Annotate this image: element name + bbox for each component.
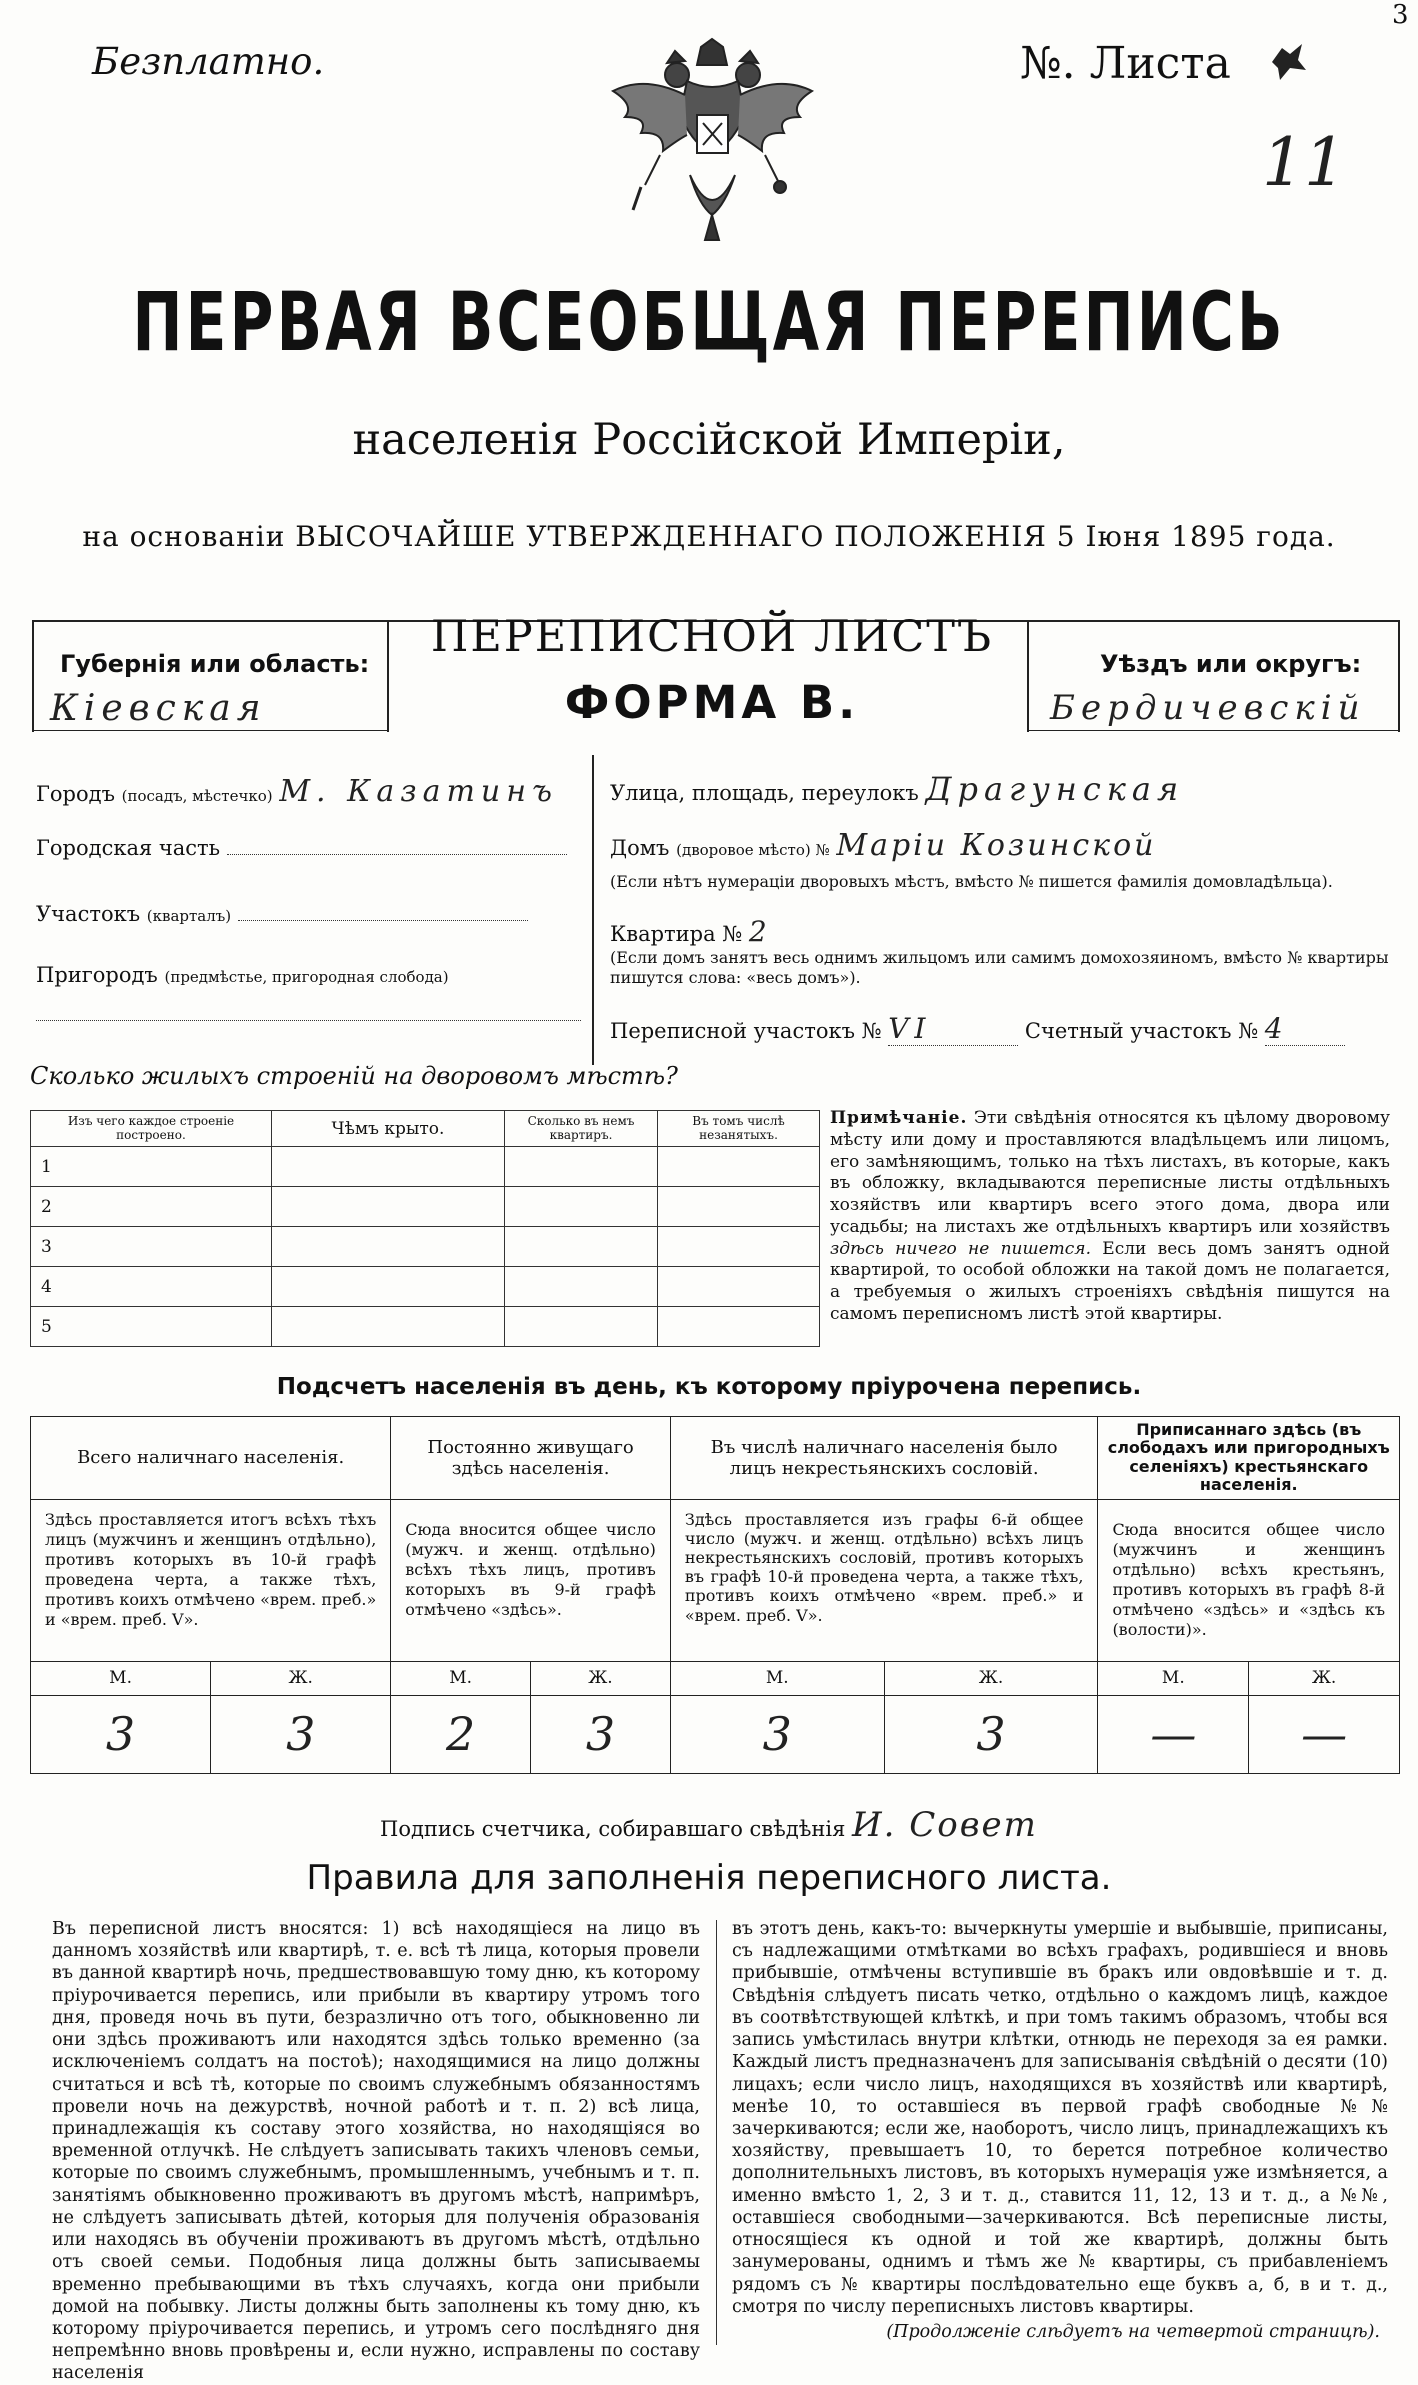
table-cell[interactable] [272, 1267, 505, 1307]
count-body-row [31, 1499, 1400, 1661]
table-cell[interactable] [658, 1187, 820, 1227]
present-female-count[interactable]: 3 [211, 1695, 391, 1773]
province-value: Кіевская [50, 688, 267, 729]
table-row [31, 1187, 820, 1227]
count-values-row [31, 1695, 1400, 1773]
row-number: 4 [31, 1267, 272, 1307]
suburb-blank [36, 1020, 581, 1021]
precinct-blank [238, 920, 528, 921]
sheet-number-label: №. Листа [1020, 38, 1231, 89]
note-title: Примѣчаніе. [830, 1108, 968, 1128]
suburb-sublabel: (предмѣстье, пригородная слобода) [164, 968, 449, 986]
double-headed-eagle-emblem [605, 35, 820, 247]
male-label: М. [391, 1661, 531, 1695]
table-row [31, 1147, 820, 1187]
signature-field [380, 1805, 1038, 1845]
precinct-field [36, 902, 581, 926]
peasant-male-count[interactable]: — [1098, 1695, 1249, 1773]
province-label: Губернія или область: [60, 650, 370, 678]
note-text-before: Эти свѣдѣнія относятся къ цѣлому дворовому мѣсту или дому и проставляются владѣльцемъ или лицомъ, его замѣняющимъ, только на тѣхъ листахъ, въ которые, какъ въ обложку, вкладываются переписные листы отдѣльныхъ хозяйствъ или квартиръ всего этого дома, двора или усадьбы; на листахъ же отдѣльныхъ квартиръ или хозяйствъ [830, 1108, 1391, 1237]
note-text-after: Если весь домъ занятъ одной квартирой, то особой обложки на такой домъ не полагается, а требуемыя о жилыхъ строеніяхъ свѣдѣнія пишутся на самомъ переписномъ листѣ этой квартиры. [830, 1238, 1391, 1324]
main-subtitle: населенія Россійской Имперіи, [352, 415, 1066, 465]
table-cell[interactable] [658, 1307, 820, 1347]
city-part-blank [227, 854, 567, 855]
precinct-sublabel: (кварталъ) [146, 907, 232, 925]
male-label: М. [31, 1661, 211, 1695]
town-label: Городъ [36, 782, 115, 806]
table-cell[interactable] [505, 1147, 658, 1187]
address-divider [592, 755, 594, 1065]
table-cell[interactable] [505, 1307, 658, 1347]
row-number: 2 [31, 1187, 272, 1227]
street-value: Драгунская [925, 770, 1185, 808]
free-label: Безплатно. [92, 40, 325, 83]
rules-title: Правила для заполненія переписного листа. [306, 1858, 1112, 1898]
count-district-value: 4 [1265, 1012, 1345, 1046]
district-label: Уѣздъ или округъ: [1100, 650, 1362, 678]
female-label: Ж. [531, 1661, 671, 1695]
table-cell[interactable] [658, 1227, 820, 1267]
town-value: М. Казатинъ [279, 774, 558, 809]
house-note: (Если нѣтъ нумераціи дворовыхъ мѣстъ, вмѣсто № пишется фамилія домовладѣльца). [610, 872, 1333, 891]
district-value: Бердичевскій [1050, 688, 1366, 728]
census-sheet-title: ПЕРЕПИСНОЙ ЛИСТЪ [430, 612, 994, 662]
nonpeasant-female-count[interactable]: 3 [884, 1695, 1098, 1773]
table-cell[interactable] [272, 1147, 505, 1187]
buildings-note [830, 1108, 1390, 1326]
decree-basis: на основаніи ВЫСОЧАЙШЕ УТВЕРЖДЕННАГО ПОЛОЖЕНІЯ 5 Іюня 1895 года. [82, 520, 1336, 553]
signature-label: Подпись счетчика, собиравшаго свѣдѣнія [380, 1817, 846, 1841]
male-label: М. [670, 1661, 884, 1695]
count-head-nonpeasant: Въ числѣ наличнаго населенія было лицъ некрестьянскихъ сословій. [670, 1417, 1098, 1500]
count-body-peasant: Сюда вносится общее число (мужчинъ и женщинъ отдѣльно) всѣхъ крестьянъ, противъ которыхъ въ графѣ 8-й отмѣчено «здѣсь» и «здѣсь къ (волости)». [1098, 1499, 1400, 1661]
census-district-field [610, 1012, 1400, 1046]
nonpeasant-male-count[interactable]: 3 [670, 1695, 884, 1773]
house-field [610, 828, 1390, 863]
ink-blot [1268, 40, 1304, 84]
census-district-label: Переписной участокъ № [610, 1019, 882, 1043]
main-title: ПЕРВАЯ ВСЕОБЩАЯ ПЕРЕПИСЬ [132, 275, 1286, 371]
street-field [610, 770, 1390, 808]
apartment-note: (Если домъ занятъ весь однимъ жильцомъ или самимъ домохозяиномъ, вмѣсто № квартиры пишутся слова: «весь домъ»). [610, 948, 1389, 987]
permanent-female-count[interactable]: 3 [531, 1695, 671, 1773]
row-number: 3 [31, 1227, 272, 1267]
table-cell[interactable] [272, 1187, 505, 1227]
table-row [31, 1307, 820, 1347]
male-label: М. [1098, 1661, 1249, 1695]
house-value: Маріи Козинской [836, 828, 1157, 863]
suburb-label: Пригородъ [36, 963, 158, 987]
form-label: ФОРМА В. [564, 676, 860, 729]
count-head-present: Всего наличнаго населенія. [31, 1417, 391, 1500]
table-row [31, 1227, 820, 1267]
table-cell[interactable] [658, 1267, 820, 1307]
buildings-header-vacant: Въ томъ числѣ незанятыхъ. [658, 1111, 820, 1147]
street-label: Улица, площадь, переулокъ [610, 781, 919, 805]
apartment-label: Квартира № [610, 922, 743, 946]
row-number: 1 [31, 1147, 272, 1187]
count-head-permanent: Постоянно живущаго здѣсь населенія. [391, 1417, 671, 1500]
count-body-present: Здѣсь проставляется итогъ всѣхъ тѣхъ лицъ (мужчинъ и женщинъ отдѣльно), противъ которыхъ въ 10-й графѣ проведена черта, а также тѣхъ, противъ коихъ отмѣчено «врем. преб.» и «врем. преб. V». [31, 1499, 391, 1661]
present-male-count[interactable]: 3 [31, 1695, 211, 1773]
table-cell[interactable] [505, 1227, 658, 1267]
city-part-label: Городская часть [36, 836, 221, 860]
apartment-value: 2 [748, 915, 773, 948]
buildings-table [30, 1110, 820, 1347]
female-label: Ж. [1249, 1661, 1400, 1695]
signature-value: И. Совет [852, 1805, 1038, 1845]
house-sublabel: (дворовое мѣсто) № [676, 841, 830, 859]
town-sublabel: (посадъ, мѣстечко) [121, 787, 273, 805]
precinct-label: Участокъ [36, 902, 141, 926]
apartment-field [610, 915, 1390, 948]
count-sex-row [31, 1661, 1400, 1695]
buildings-header-apartments: Сколько въ немъ квартиръ. [505, 1111, 658, 1147]
population-count-table [30, 1416, 1400, 1774]
corner-mark: 3 [1392, 0, 1409, 30]
rules-column-divider [716, 1920, 717, 2345]
row-number: 5 [31, 1307, 272, 1347]
permanent-male-count[interactable]: 2 [391, 1695, 531, 1773]
count-body-nonpeasant: Здѣсь проставляется изъ графы 6-й общее число (мужч. и женщ. отдѣльно) всѣхъ лицъ некрестьянскихъ сословій, противъ которыхъ въ графѣ 10-й проведена черта, а также тѣхъ, противъ коихъ отмѣчено «врем. преб.» и «врем. преб. V». [670, 1499, 1098, 1661]
buildings-header-roof: Чѣмъ крыто. [272, 1111, 505, 1147]
female-label: Ж. [211, 1661, 391, 1695]
census-district-value: VI [888, 1012, 1018, 1046]
house-label: Домъ [610, 836, 670, 860]
table-row [31, 1267, 820, 1307]
peasant-female-count[interactable]: — [1249, 1695, 1400, 1773]
count-head-row [31, 1417, 1400, 1500]
count-head-peasant: Приписаннаго здѣсь (въ слободахъ или пригородныхъ селеніяхъ) крестьянскаго населенія. [1098, 1417, 1400, 1500]
rules-left-column: Въ переписной листъ вносятся: 1) всѣ находящіеся на лицо въ данномъ хозяйствѣ или квартирѣ, т. е. всѣ тѣ лица, которыя провели въ данной квартирѣ ночь, предшествовавшую тому дню, къ которому пріурочивается перепись, или прибыли въ квартиру утромъ того дня, проведя ночь въ пути, безразлично отъ того, обыкновенно ли они здѣсь проживаютъ или находятся здѣсь только временно (за исключеніемъ солдатъ на постоѣ); находящимися на лицо должны считаться и всѣ тѣ, которые по своимъ служебнымъ обязанностямъ провели ночь на дежурствѣ, ночной работѣ и т. п. 2) всѣ лица, принадлежащія къ составу этого хозяйства, но находящіяся во временной отлучкѣ. Не слѣдуетъ записывать такихъ членовъ семьи, которые по своимъ служебнымъ, промышленнымъ, учебнымъ и т. п. занятіямъ обыкновенно проживаютъ въ другомъ мѣстѣ, напримѣръ, не слѣдуетъ записывать дѣтей, которыя для полученія образованія или находясь въ обученіи проживаютъ въ другомъ мѣстѣ, отдѣльно отъ своей семьи. Подобныя лица должны быть записываемы временно пребывающими въ тѣхъ случаяхъ, когда они прибыли домой на побывку. Листы должны быть заполнены къ тому дню, къ которому пріурочивается перепись, и утромъ сего послѣдняго дня непремѣнно вновь провѣрены и, если нужно, исправлены по составу населенія [52, 1919, 700, 2384]
table-cell[interactable] [272, 1307, 505, 1347]
note-text-italic: здѣсь ничего не пишется. [830, 1238, 1091, 1259]
count-section-title: Подсчетъ населенія въ день, къ которому пріурочена перепись. [276, 1374, 1142, 1400]
rules-continuation: (Продолженіе слѣдуетъ на четвертой страницѣ). [886, 2322, 1380, 2342]
city-part-field [36, 836, 581, 860]
rules-right-column: въ этотъ день, какъ-то: вычеркнуты умершіе и выбывшіе, приписаны, съ надлежащими отмѣтками во всѣхъ графахъ, родившіеся и вновь прибывшіе, отмѣчены вступившіе въ бракъ или овдовѣвшіе и т. д. Свѣдѣнія слѣдуетъ писать четко, отдѣльно о каждомъ лицѣ, каждое въ соотвѣтствующей клѣткѣ, и при томъ такимъ образомъ, чтобы вся запись умѣстилась внутри клѣтки, отнюдь не переходя за ея рамки. Каждый листъ предназначенъ для записыванія свѣдѣній о десяти (10) лицахъ; если число лицъ, находящихся въ хозяйствѣ или квартирѣ, менѣе 10, то оставшіеся въ первой графѣ свободные №№ зачеркиваются; если же, наоборотъ, число лицъ, принадлежащихъ къ хозяйству, превышаетъ 10, то берется потребное количество дополнительныхъ листовъ, въ которыхъ нумерація уже измѣняется, а именно вмѣсто 1, 2, 3 и т. д., ставится 11, 12, 13 и т. д., а №№, оставшіеся свободными—зачеркиваются. Всѣ переписные листы, относящіеся къ одной и той же квартирѣ, должны быть занумерованы, однимъ и тѣмъ же № квартиры, съ прибавленіемъ рядомъ съ № квартиры послѣдовательно еще буквъ а, б, в и т. д., смотря по числу переписныхъ листовъ квартиры. [732, 1919, 1388, 2317]
table-cell[interactable] [658, 1147, 820, 1187]
table-cell[interactable] [272, 1227, 505, 1267]
count-body-permanent: Сюда вносится общее число (мужч. и женщ. отдѣльно) всѣхъ тѣхъ лицъ, противъ которыхъ въ 9-й графѣ отмѣчено «здѣсь». [391, 1499, 671, 1661]
sheet-number-value: 11 [1262, 124, 1346, 201]
suburb-field [36, 963, 581, 987]
town-field [36, 774, 581, 809]
table-cell[interactable] [505, 1187, 658, 1227]
female-label: Ж. [884, 1661, 1098, 1695]
buildings-header-row [31, 1111, 820, 1147]
buildings-header-material: Изъ чего каждое строеніе построено. [31, 1111, 272, 1147]
count-district-label: Счетный участокъ № [1024, 1019, 1259, 1043]
table-cell[interactable] [505, 1267, 658, 1307]
buildings-question: Сколько жилыхъ строеній на дворовомъ мѣстѣ? [30, 1062, 678, 1090]
